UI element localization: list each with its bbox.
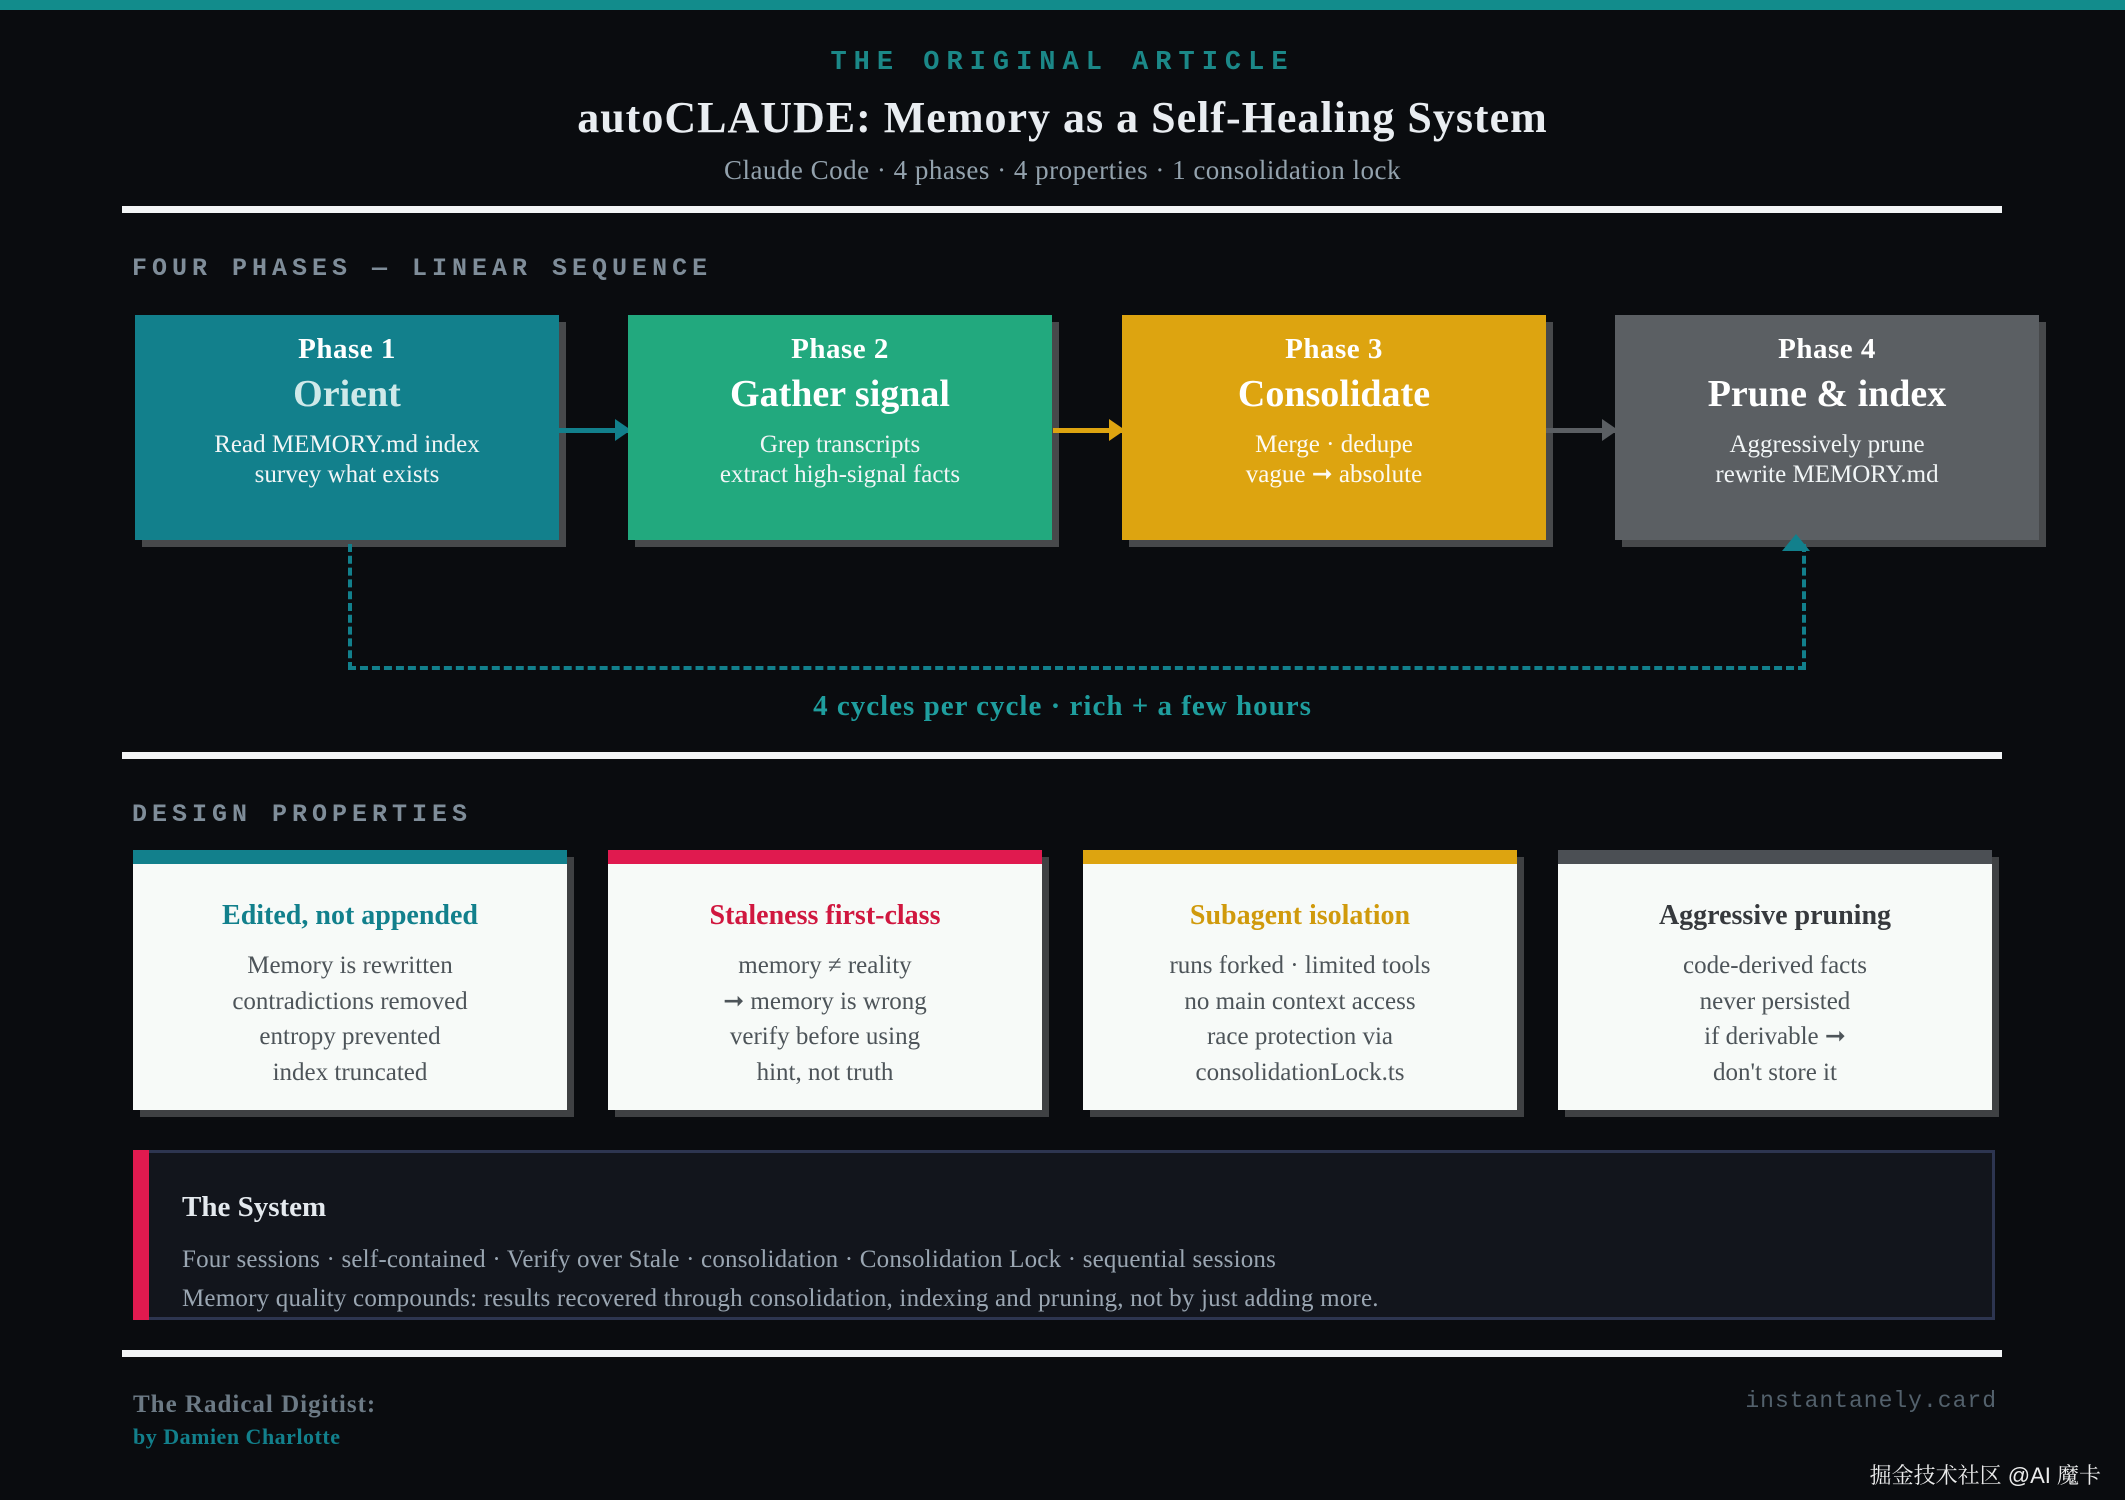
property-3-line-2: no main context access — [1184, 987, 1416, 1015]
arrow-phase-2-to-3 — [1053, 428, 1123, 433]
page-subtitle: Claude Code · 4 phases · 4 properties · 1 consolidation lock — [723, 155, 1402, 185]
feedback-loop-arrow-head — [1782, 534, 1810, 551]
phase-4-desc-line-1: Aggressively prune — [1729, 431, 1925, 458]
phase-1-desc — [135, 430, 559, 489]
callout-accent-bar — [133, 1150, 149, 1320]
phase-card-4[interactable] — [1615, 315, 2039, 540]
arrow-phase-1-to-2 — [559, 428, 629, 433]
feedback-loop-line — [348, 544, 1806, 670]
footer-left — [133, 1388, 376, 1451]
property-card-aggressive-pruning[interactable] — [1558, 850, 1992, 1110]
phase-2-desc — [628, 430, 1052, 489]
phase-4-name: Prune & index — [1707, 373, 1947, 415]
footer-right: instantanely.card — [1745, 1388, 1997, 1414]
property-3-line-3: race protection via — [1206, 1023, 1393, 1050]
phase-3-kicker: Phase 3 — [1285, 333, 1383, 365]
phase-4-kicker: Phase 4 — [1778, 333, 1876, 365]
phase-1-desc-line-2: survey what exists — [254, 460, 440, 488]
footer-author: by Damien Charlotte — [133, 1423, 341, 1449]
property-3-line-1: runs forked · limited tools — [1169, 952, 1431, 979]
property-2-accent-bar — [608, 850, 1042, 864]
property-1-title: Edited, not appended — [222, 900, 478, 931]
footer-brand: The Radical Digitist: — [133, 1391, 377, 1418]
property-2-line-1: memory ≠ reality — [738, 952, 912, 979]
property-4-line-2: never persisted — [1699, 987, 1851, 1015]
property-4-body — [1558, 948, 1992, 1090]
watermark: 掘金技术社区 @AI 魔卡 — [1869, 1463, 2101, 1488]
property-1-accent-bar — [133, 850, 567, 864]
property-card-subagent-isolation[interactable] — [1083, 850, 1517, 1110]
phase-2-desc-line-2: extract high-signal facts — [719, 460, 961, 488]
top-accent-rule — [0, 0, 2125, 10]
phase-1-desc-line-1: Read MEMORY.md index — [214, 431, 480, 458]
callout-line-2: Memory quality compounds: results recovered through consolidation, indexing and pruning, not by just adding more. — [182, 1285, 1379, 1312]
property-4-line-3: if derivable ➞ — [1704, 1023, 1846, 1050]
property-1-line-1: Memory is rewritten — [247, 952, 453, 979]
phase-card-2[interactable] — [628, 315, 1052, 540]
header-eyebrow: THE ORIGINAL ARTICLE — [830, 48, 1295, 78]
property-2-title: Staleness first-class — [709, 900, 941, 931]
arrow-phase-3-to-4 — [1546, 428, 1616, 433]
property-1-body — [133, 948, 567, 1090]
section-label-properties: DESIGN PROPERTIES — [132, 800, 473, 829]
property-4-line-1: code-derived facts — [1683, 952, 1867, 979]
property-1-line-4: index truncated — [272, 1058, 428, 1086]
page-title: autoCLAUDE: Memory as a Self-Healing System — [577, 93, 1548, 142]
callout-title: The System — [182, 1191, 327, 1223]
phase-3-desc-line-2: vague ➞ absolute — [1245, 460, 1423, 488]
property-3-body — [1083, 948, 1517, 1090]
phase-4-desc-line-2: rewrite MEMORY.md — [1715, 460, 1939, 488]
phase-1-kicker: Phase 1 — [298, 333, 396, 365]
property-4-line-4: don't store it — [1713, 1058, 1837, 1086]
divider-middle — [122, 752, 2002, 759]
poster-body — [0, 10, 2125, 1500]
divider-top — [122, 206, 2002, 213]
phase-card-1[interactable] — [135, 315, 559, 540]
phase-1-name: Orient — [293, 373, 401, 415]
property-3-accent-bar — [1083, 850, 1517, 864]
property-card-staleness-first-class[interactable] — [608, 850, 1042, 1110]
property-card-edited-not-appended[interactable] — [133, 850, 567, 1110]
property-2-line-2: ➞ memory is wrong — [723, 987, 927, 1015]
phase-4-desc — [1615, 430, 2039, 489]
property-4-accent-bar — [1558, 850, 1992, 864]
feedback-loop-caption: 4 cycles per cycle · rich + a few hours — [813, 690, 1312, 722]
divider-bottom — [122, 1350, 2002, 1357]
phase-2-name: Gather signal — [730, 373, 950, 415]
property-2-line-4: hint, not truth — [756, 1058, 894, 1086]
property-1-line-3: entropy prevented — [259, 1023, 441, 1050]
property-1-line-2: contradictions removed — [232, 987, 468, 1015]
phase-2-kicker: Phase 2 — [791, 333, 889, 365]
property-2-line-3: verify before using — [729, 1023, 921, 1050]
phase-card-3[interactable] — [1122, 315, 1546, 540]
phase-2-desc-line-1: Grep transcripts — [759, 431, 921, 458]
callout-line-1: Four sessions · self-contained · Verify over Stale · consolidation · Consolidation Lock · sequential sessions — [182, 1246, 1277, 1273]
phase-3-desc — [1122, 430, 1546, 489]
phase-3-name: Consolidate — [1237, 373, 1431, 415]
section-label-phases: FOUR PHASES — LINEAR SEQUENCE — [132, 254, 713, 283]
property-2-body — [608, 948, 1042, 1090]
property-4-title: Aggressive pruning — [1658, 900, 1892, 931]
property-3-title: Subagent isolation — [1189, 900, 1411, 931]
phase-3-desc-line-1: Merge · dedupe — [1255, 431, 1413, 458]
property-3-line-4: consolidationLock.ts — [1195, 1058, 1405, 1086]
